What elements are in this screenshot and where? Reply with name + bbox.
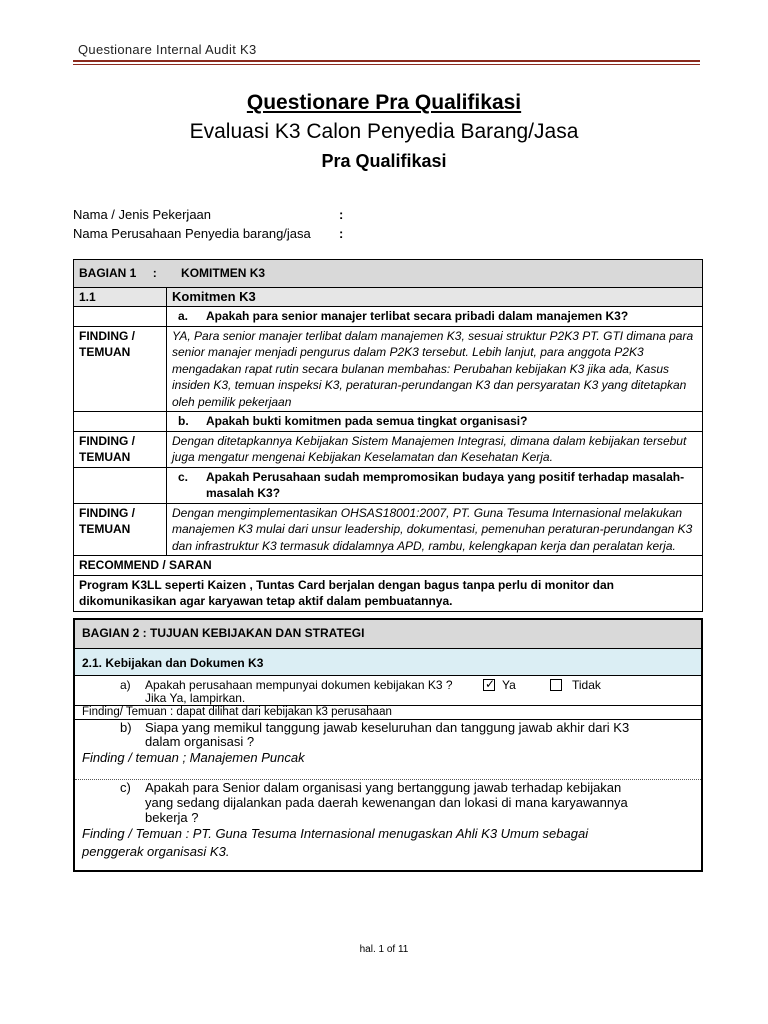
document-subtitle: Evaluasi K3 Calon Penyedia Barang/Jasa <box>189 120 579 143</box>
item-c-letter: c) <box>120 780 131 795</box>
section2-box <box>73 618 703 872</box>
sub-number: 1.1 <box>74 287 167 307</box>
field-colon-job: : <box>339 207 344 222</box>
document-title: Questionare Pra Qualifikasi <box>246 91 522 114</box>
running-header: Questionare Internal Audit K3 <box>78 42 257 57</box>
sub-title: Komitmen K3 <box>167 287 703 307</box>
question-row-c <box>74 467 703 503</box>
question-letter: c. <box>178 469 189 484</box>
temuan-label: TEMUAN <box>79 522 131 536</box>
item-b-finding: Finding / temuan ; Manajemen Puncak <box>82 750 305 765</box>
question-letter: b. <box>178 414 189 428</box>
header-rule <box>73 60 700 62</box>
yes-checkbox[interactable] <box>483 679 495 691</box>
section2-subheading: 2.1. Kebijakan dan Dokumen K3 <box>75 649 701 676</box>
question-row-b <box>74 412 703 432</box>
item-a-letter: a) <box>120 678 131 692</box>
finding-label: FINDING / <box>79 433 135 448</box>
section1-heading-row <box>74 260 703 288</box>
recommend-label: RECOMMEND / SARAN <box>74 556 703 576</box>
recommend-text: Program K3LL seperti Kaizen , Tuntas Card berjalan dengan bagus tanpa perlu di monitor dan dikomunikasikan agar karyawan tetap aktif dalam pembuatannya. <box>74 575 703 611</box>
item-b-letter: b) <box>120 720 132 735</box>
question-text: Apakah para senior manajer terlibat secara pribadi dalam manajemen K3? <box>206 309 629 323</box>
section1-number: BAGIAN 1 <box>79 266 137 280</box>
yes-label: Ya <box>502 678 516 692</box>
item-c-question-2: yang sedang dijalankan pada daerah kewenangan dan lokasi di mana karyawannya <box>145 795 628 810</box>
recommend-text-row <box>74 575 703 611</box>
item-c-finding-2: penggerak organisasi K3. <box>82 844 230 859</box>
finding-row-c <box>74 503 703 556</box>
finding-row-b <box>74 431 703 467</box>
finding-label: FINDING / <box>79 505 135 520</box>
page-number: hal. 1 of 11 <box>359 944 409 955</box>
question-text: Apakah bukti komitmen pada semua tingkat organisasi? <box>206 414 528 428</box>
item-c-question-1: Apakah para Senior dalam organisasi yang bertanggung jawab terhadap kebijakan <box>145 780 622 795</box>
checkmark-icon: ✓ <box>485 677 496 691</box>
field-label-job: Nama / Jenis Pekerjaan <box>73 207 212 222</box>
item-b-question-1: Siapa yang memikul tanggung jawab keseluruhan dan tanggung jawab akhir dari K3 <box>145 720 630 735</box>
field-label-company: Nama Perusahaan Penyedia barang/jasa <box>73 226 311 241</box>
header-rule-thin <box>73 64 700 65</box>
finding-text: Dengan mengimplementasikan OHSAS18001:2007, PT. Guna Tesuma Internasional melakukan manajemen K3 mulai dari unsur leadership, dokumentasi, pemenuhan peraturan-perundangan K3 dan infrastruktur K3 termasuk didalamnya APD, rambu, kelengkapan kerja dan peralatan kerja. <box>167 503 703 556</box>
finding-text: Dengan ditetapkannya Kebijakan Sistem Manajemen Integrasi, dimana dalam kebijakan tersebut juga mengatur mengenai Kebijakan Keselamatan dan Kesehatan Kerja. <box>167 431 703 467</box>
section1-table <box>73 259 703 612</box>
item-c-question-3: bekerja ? <box>145 810 199 825</box>
no-label: Tidak <box>572 678 601 692</box>
item-a-note: Jika Ya, lampirkan. <box>145 691 246 705</box>
item-a-question-line <box>75 678 701 692</box>
temuan-label: TEMUAN <box>79 345 131 359</box>
section1-title: KOMITMEN K3 <box>181 266 266 280</box>
section1-separator: : <box>152 266 157 280</box>
document-subtitle-2: Pra Qualifikasi <box>321 151 447 171</box>
finding-text: YA, Para senior manajer terlibat dalam manajemen K3, sesuai struktur P2K3 PT. GTI dimana para senior manajer menjadi pengurus dalam P2K3 tersebut. Lebih lanjut, para anggota P2K3 mengadakan rapat rutin secara bulanan membahas: Perubahan kebijakan K3 jika ada, Kasus insiden K3, temuan inspeksi K3, peraturan-perundangan K3 dan persyaratan K3 yang ditetapkan oleh pemilik pekerjaan <box>167 326 703 412</box>
finding-row-a <box>74 326 703 412</box>
item-b-question-2: dalam organisasi ? <box>145 734 255 749</box>
no-checkbox[interactable] <box>550 679 562 691</box>
section2-heading: BAGIAN 2 : TUJUAN KEBIJAKAN DAN STRATEGI <box>75 620 701 649</box>
item-a-question: Apakah perusahaan mempunyai dokumen kebijakan K3 ? <box>145 678 453 692</box>
item-c-finding-1: Finding / Temuan : PT. Guna Tesuma Internasional menugaskan Ahli K3 Umum sebagai <box>82 826 589 841</box>
question-letter: a. <box>178 309 189 323</box>
section1-sub-row <box>74 287 703 307</box>
question-text: Apakah Perusahaan sudah mempromosikan budaya yang positif terhadap masalah-masalah K3? <box>206 469 685 500</box>
field-colon-company: : <box>339 226 344 241</box>
question-row-a <box>74 307 703 327</box>
finding-label: FINDING / <box>79 328 135 343</box>
temuan-label: TEMUAN <box>79 450 131 464</box>
recommend-label-row <box>74 556 703 576</box>
item-a-finding: Finding/ Temuan : dapat dilihat dari kebijakan k3 perusahaan <box>82 706 392 718</box>
